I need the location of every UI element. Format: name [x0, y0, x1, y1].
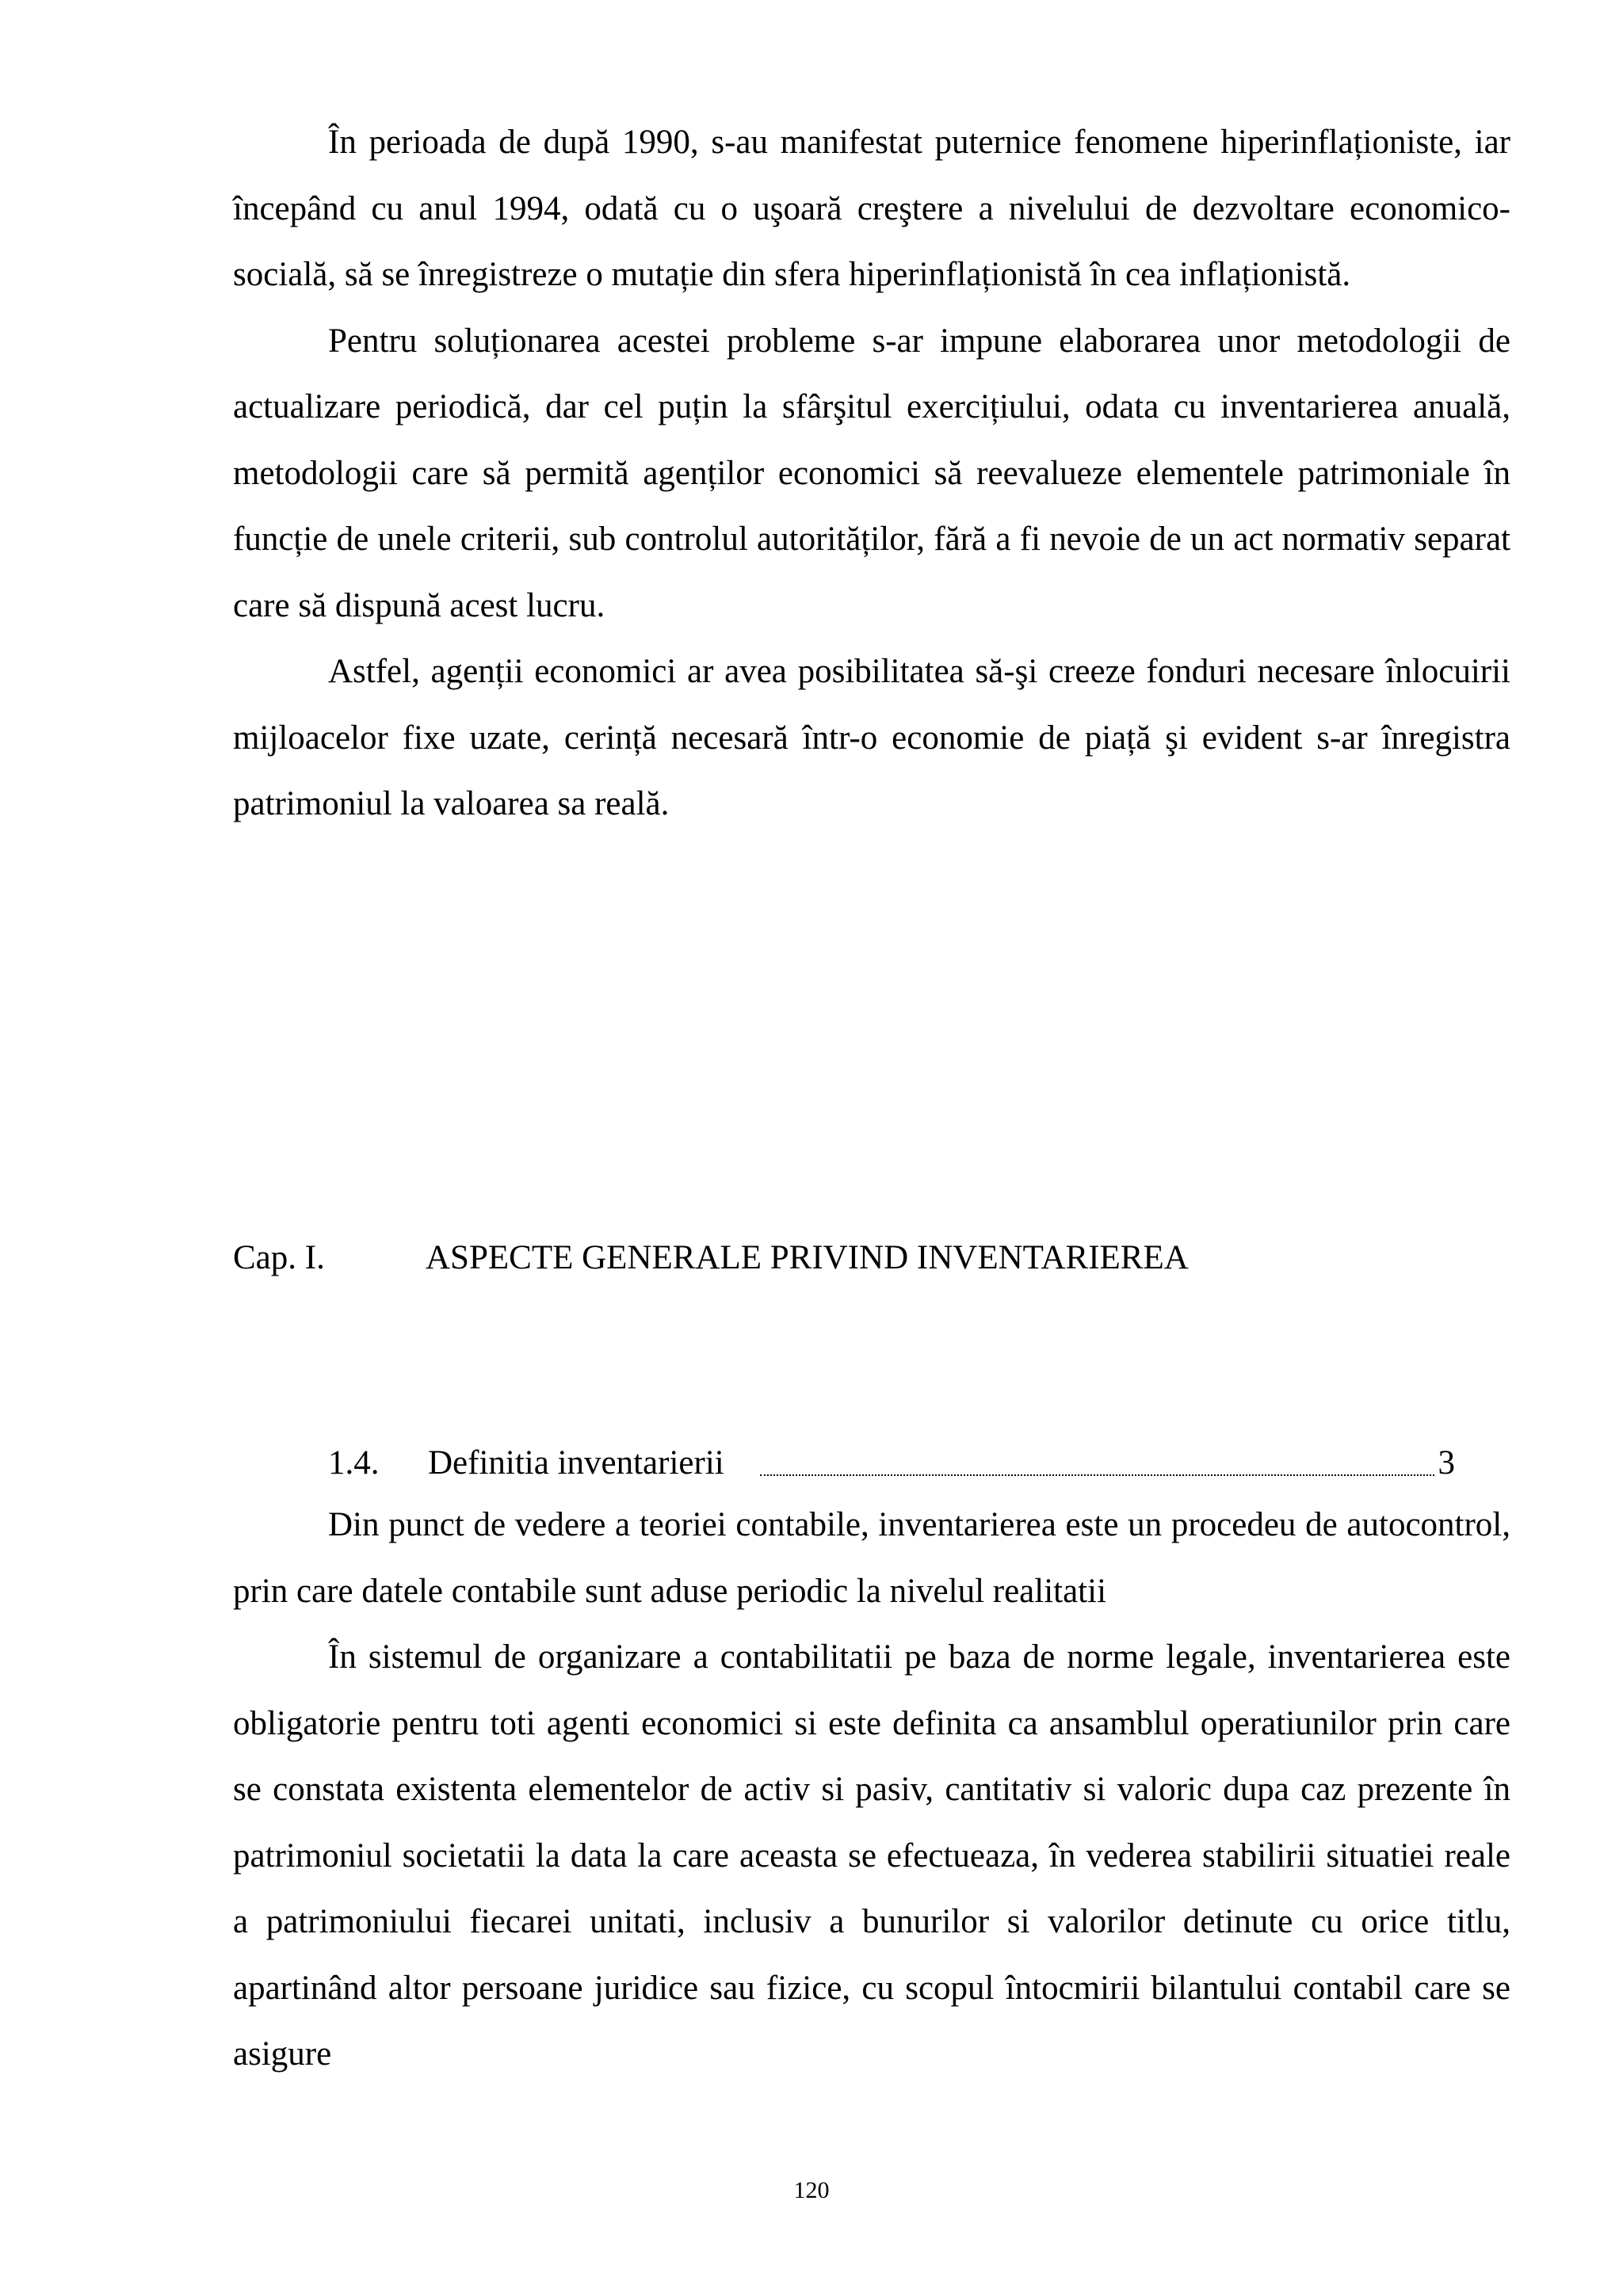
toc-entry-label: Definitia inventarierii: [428, 1444, 724, 1482]
toc-entry: [328, 1440, 1455, 1487]
chapter-title: ASPECTE GENERALE PRIVIND INVENTARIEREA: [426, 1239, 1189, 1276]
page-number: 120: [793, 2177, 830, 2203]
toc-entry-page: 3: [1438, 1444, 1455, 1482]
toc-dot-leader: [760, 1474, 1434, 1476]
intro-text-block: [233, 109, 1510, 837]
chapter-number: Cap. I.: [233, 1239, 325, 1276]
paragraph: În sistemul de organizare a contabilitatii pe baza de norme legale, inventarierea este obligatorie pentru toti agenti economici si este definita ca ansamblul operatiunilor prin care se constata existenta elementelor de activ si pasiv, cantitativ si valoric dupa caz prezente în patrimoniul societatii la data la care aceasta se efectueaza, în vederea stabilirii situatiei reale a patrimoniului fiecarei unitati, inclusiv a bunurilor si valorilor detinute cu orice titlu, apartinând altor persoane juridice sau fizice, cu scopul întocmirii bilantului contabil care se asigure: [233, 1638, 1510, 2073]
paragraph: Pentru soluționarea acestei probleme s-ar impune elaborarea unor metodologii de actualizare periodică, dar cel puțin la sfârşitul exercițiului, odata cu inventarierea anuală, metodologii care să permită agenților economici să reevalueze elementele patrimoniale în funcție de unele criterii, sub controlul autorităților, fără a fi nevoie de un act normativ separat care să dispună acest lucru.: [233, 322, 1510, 624]
toc-entry-number: 1.4.: [328, 1444, 380, 1482]
body-text-block: [233, 1492, 1510, 2088]
paragraph: În perioada de după 1990, s-au manifestat puternice fenomene hiperinflaționiste, iar începând cu anul 1994, odată cu o uşoară creştere a nivelului de dezvoltare economico-socială, să se înregistreze o mutație din sfera hiperinflaționistă în cea inflaționistă.: [233, 124, 1510, 293]
paragraph: Din punct de vedere a teoriei contabile, inventarierea este un procedeu de autocontrol, prin care datele contabile sunt aduse periodic la nivelul realitatii: [233, 1506, 1510, 1610]
paragraph: Astfel, agenții economici ar avea posibilitatea să-şi creeze fonduri necesare înlocuirii mijloacelor fixe uzate, cerință necesară într-o economie de piață şi evident s-ar înregistra patrimoniul la valoarea sa reală.: [233, 653, 1510, 822]
